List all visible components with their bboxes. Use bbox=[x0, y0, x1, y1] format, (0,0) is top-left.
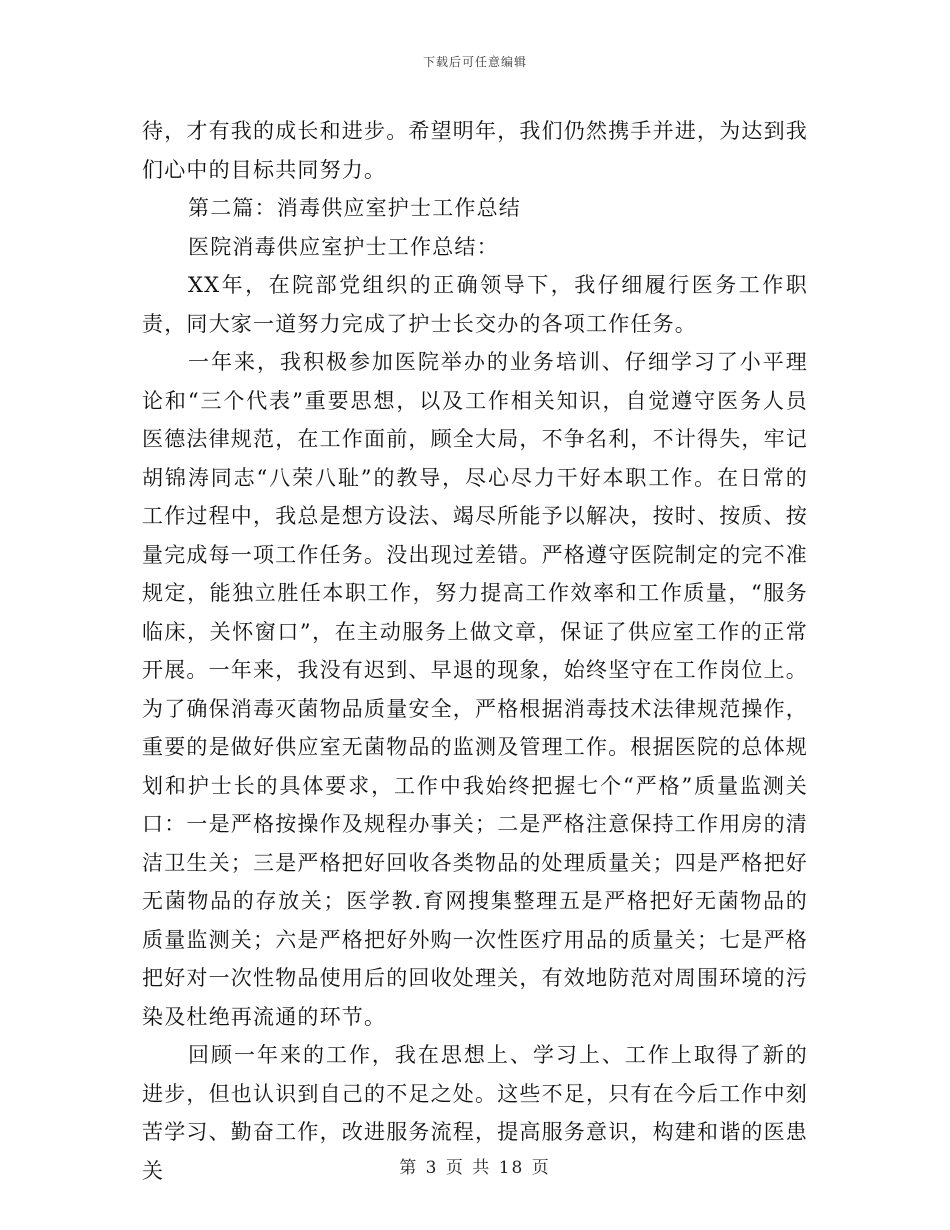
page-header-note: 下载后可任意编辑 bbox=[422, 55, 527, 69]
paragraph: 回顾一年来的工作，我在思想上、学习上、工作上取得了新的进步，但也认识到自己的不足之处。这些不足，只有在今后工作中刻苦学习、勤奋工作，改进服务流程，提高服务意识，构建和谐的医患关 bbox=[142, 1043, 808, 1183]
paragraph: XX年，在院部党组织的正确领导下，我仔细履行医务工作职责，同大家一道努力完成了护士长交办的各项工作任务。 bbox=[142, 273, 808, 336]
document-body bbox=[142, 112, 808, 1190]
paragraph: 一年来，我积极参加医院举办的业务培训、仔细学习了小平理论和“三个代表”重要思想，以及工作相关知识，自觉遵守医务人员医德法律规范，在工作面前，顾全大局，不争名利，不计得失，牢记胡锦涛同志“八荣八耻”的教导，尽心尽力干好本职工作。在日常的工作过程中，我总是想方设法、竭尽所能予以解决，按时、按质、按量完成每一项工作任务。没出现过差错。严格遵守医院制定的完不准规定，能独立胜任本职工作，努力提高工作效率和工作质量，“服务临床，关怀窗口”，在主动服务上做文章，保证了供应室工作的正常开展。一年来，我没有迟到、早退的现象，始终坚守在工作岗位上。为了确保消毒灭菌物品质量安全，严格根据消毒技术法律规范操作，重要的是做好供应室无菌物品的监测及管理工作。根据医院的总体规划和护士长的具体要求，工作中我始终把握七个“严格”质量监测关口：一是严格按操作及规程办事关；二是严格注意保持工作用房的清洁卫生关；三是严格把好回收各类物品的处理质量关；四是严格把好无菌物品的存放关；医学教.育网搜集整理五是严格把好无菌物品的质量监测关；六是严格把好外购一次性医疗用品的质量关；七是严格把好对一次性物品使用后的回收处理关，有效地防范对周围环境的污染及杜绝再流通的环节。 bbox=[142, 350, 808, 1029]
section-subheading: 医院消毒供应室护士工作总结： bbox=[188, 234, 499, 259]
page-number: 第 3 页 共 18 页 bbox=[399, 1158, 551, 1178]
section-heading: 第二篇：消毒供应室护士工作总结 bbox=[188, 196, 521, 220]
paragraph: 待，才有我的成长和进步。希望明年，我们仍然携手并进，为达到我们心中的目标共同努力。 bbox=[142, 119, 808, 182]
